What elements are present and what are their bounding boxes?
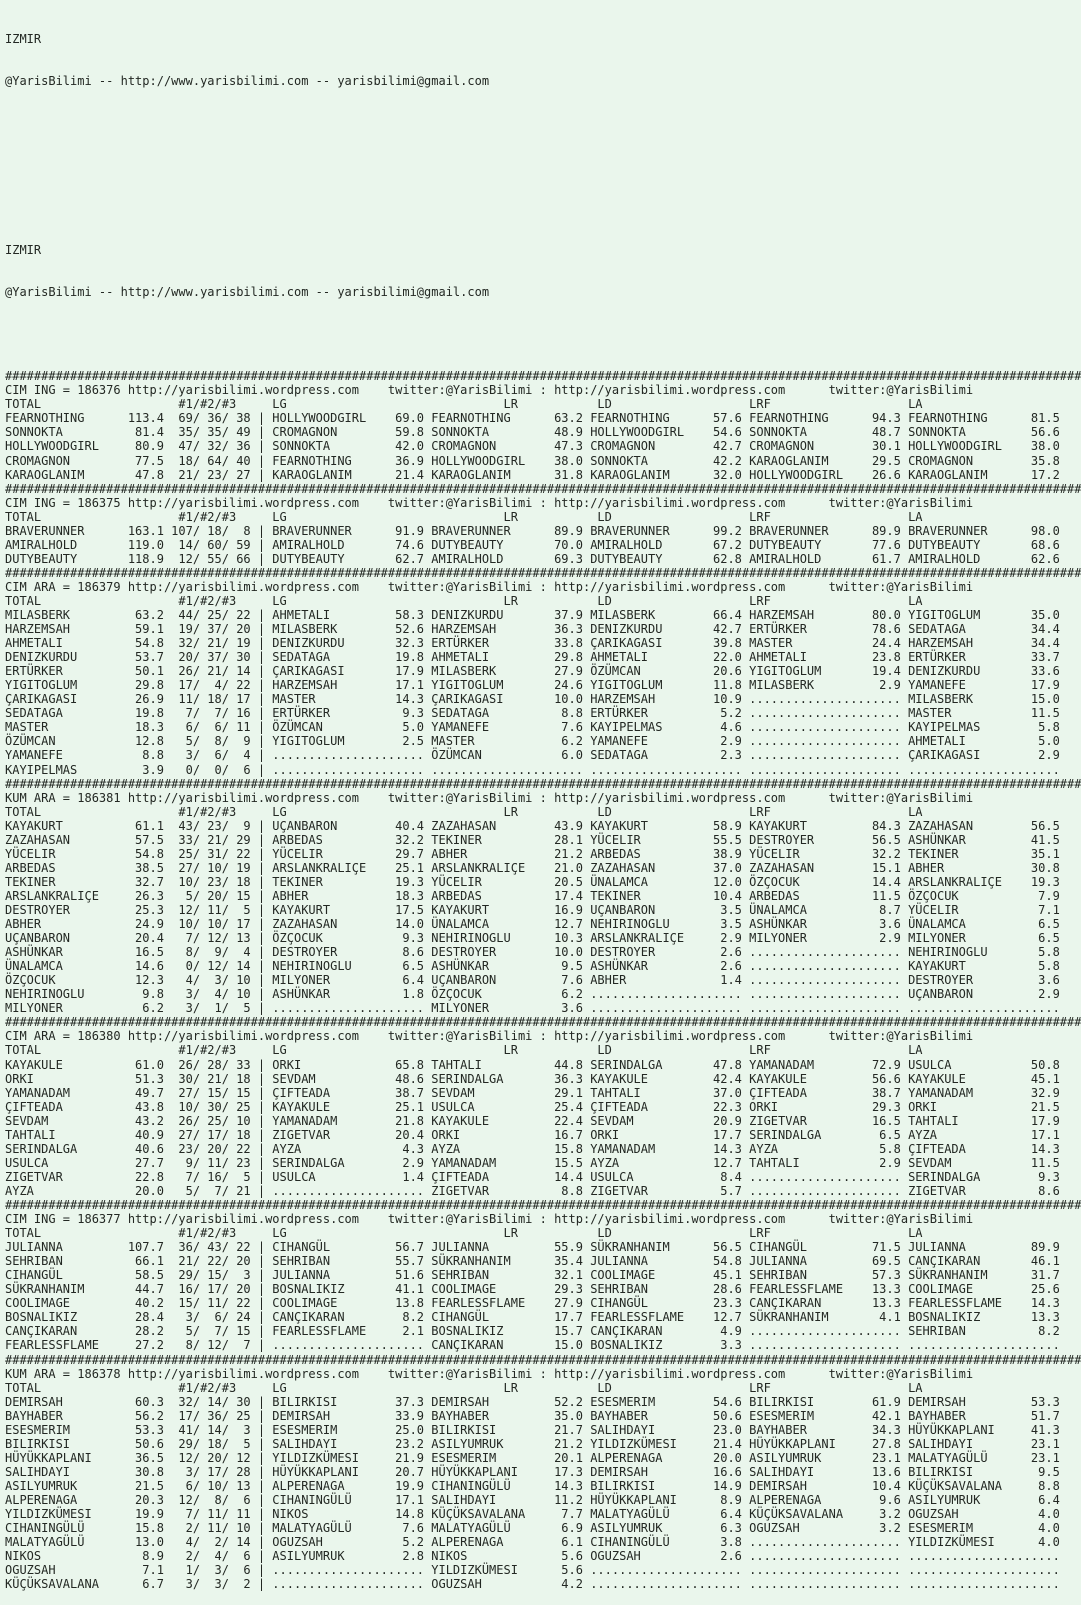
data-row: AHMETALI 54.8 32/ 21/ 19 | DENIZKURDU 32.3 ERTÜRKER 33.8 ÇARIKAGASI 39.8 MASTER 24.4 HARZEMSAH 34.4 [5, 636, 1060, 651]
tagline: @YarisBilimi -- http://www.yarisbilimi.com -- yarisbilimi@gmail.com [5, 74, 490, 89]
data-row: USULCA 27.7 9/ 11/ 23 | SERINDALGA 2.9 YAMANADAM 15.5 AYZA 12.7 TAHTALI 2.9 SEVDAM 11.5 [5, 1155, 1060, 1170]
data-row: FEARLESSFLAME 27.2 8/ 12/ 7 | ..................... CANÇIKARAN 15.0 BOSNALIKIZ 3.3 ..................... ..................... [5, 1338, 1060, 1353]
data-row: ESESMERIM 53.3 41/ 14/ 3 | ESESMERIM 25.0 BILIRKISI 21.7 SALIHDAYI 23.0 BAYHABER 34.3 HÜYÜKKAPLANI 41.3 [5, 1422, 1060, 1437]
data-row: SEVDAM 43.2 26/ 25/ 10 | YAMANADAM 21.8 KAYAKULE 22.4 SEVDAM 20.9 ZIGETVAR 16.5 TAHTALI 17.9 [5, 1113, 1060, 1128]
data-row: COOLIMAGE 40.2 15/ 11/ 22 | COOLIMAGE 13.8 FEARLESSFLAME 27.9 CIHANGÜL 23.3 CANÇIKARAN 13.3 FEARLESSFLAME 14.3 [5, 1296, 1060, 1311]
column-headers: TOTAL #1/#2/#3 LG LR LD LRF LA [5, 1226, 923, 1241]
data-row: SEDATAGA 19.8 7/ 7/ 16 | ERTÜRKER 9.3 SEDATAGA 8.8 ERTÜRKER 5.2 ..................... MASTER 11.5 [5, 706, 1060, 721]
data-row: BILIRKISI 50.6 29/ 18/ 5 | SALIHDAYI 23.2 ASILYUMRUK 21.2 YILDIZKÜMESI 21.4 HÜYÜKKAPLANI 27.8 SALIHDAYI 23.1 [5, 1436, 1060, 1451]
data-row: YIGITOGLUM 29.8 17/ 4/ 22 | HARZEMSAH 17.1 YIGITOGLUM 24.6 YIGITOGLUM 11.8 MILASBERK 2.9 YAMANEFE 17.9 [5, 678, 1060, 693]
data-row: ERTÜRKER 50.1 26/ 21/ 14 | ÇARIKAGASI 17.9 MILASBERK 27.9 ÖZÜMCAN 20.6 YIGITOGLUM 19.4 DENIZKURDU 33.6 [5, 664, 1060, 679]
data-row: ARSLANKRALIÇE 26.3 5/ 20/ 15 | ABHER 18.3 ARBEDAS 17.4 TEKINER 10.4 ARBEDAS 11.5 ÖZÇOCUK 7.9 [5, 888, 1060, 903]
section-separator: ##################################################################################################################################################### [5, 1015, 1081, 1030]
data-row: ZIGETVAR 22.8 7/ 16/ 5 | USULCA 1.4 ÇIFTEADA 14.4 USULCA 8.4 ..................... SERINDALGA 9.3 [5, 1169, 1060, 1184]
data-row: CROMAGNON 77.5 18/ 64/ 40 | FEARNOTHING 36.9 HOLLYWOODGIRL 38.0 SONNOKTA 42.2 KARAOGLANIM 29.5 CROMAGNON 35.8 [5, 453, 1060, 468]
data-row: BRAVERUNNER 163.1 107/ 18/ 8 | BRAVERUNNER 91.9 BRAVERUNNER 89.9 BRAVERUNNER 99.2 BRAVERUNNER 89.9 BRAVERUNNER 98.0 [5, 523, 1060, 538]
data-row: SERINDALGA 40.6 23/ 20/ 22 | AYZA 4.3 AYZA 15.8 YAMANADAM 14.3 AYZA 5.8 ÇIFTEADA 14.3 [5, 1141, 1060, 1156]
data-row: JULIANNA 107.7 36/ 43/ 22 | CIHANGÜL 56.7 JULIANNA 55.9 SÜKRANHANIM 56.5 CIHANGÜL 71.5 JULIANNA 89.9 [5, 1240, 1060, 1255]
data-row: SONNOKTA 81.4 35/ 35/ 49 | CROMAGNON 59.8 SONNOKTA 48.9 HOLLYWOODGIRL 54.6 SONNOKTA 48.7 SONNOKTA 56.6 [5, 425, 1060, 440]
data-row: AYZA 20.0 5/ 7/ 21 | ..................... ZIGETVAR 8.8 ZIGETVAR 5.7 ..................... ZIGETVAR 8.6 [5, 1183, 1060, 1198]
data-row: YAMANADAM 49.7 27/ 15/ 15 | ÇIFTEADA 38.7 SEVDAM 29.1 TAHTALI 37.0 ÇIFTEADA 38.7 YAMANADAM 32.9 [5, 1085, 1060, 1100]
section-header: KUM ARA = 186378 http://yarisbilimi.wordpress.com twitter:@YarisBilimi : http://yarisbilimi.wordpress.com twitter:@YarisBilimi [5, 1366, 974, 1381]
column-headers: TOTAL #1/#2/#3 LG LR LD LRF LA [5, 1380, 923, 1395]
section-separator: ##################################################################################################################################################### [5, 1197, 1081, 1212]
data-row: DENIZKURDU 53.7 20/ 37/ 30 | SEDATAGA 19.8 AHMETALI 29.8 AHMETALI 22.0 AHMETALI 23.8 ERTÜRKER 33.7 [5, 650, 1060, 665]
data-row: SEHRIBAN 66.1 21/ 22/ 20 | SEHRIBAN 55.7 SÜKRANHANIM 35.4 JULIANNA 54.8 JULIANNA 69.5 CANÇIKARAN 46.1 [5, 1254, 1060, 1269]
section-header: CIM ING = 186376 http://yarisbilimi.wordpress.com twitter:@YarisBilimi : http://yarisbilimi.wordpress.com twitter:@YarisBilimi [5, 383, 974, 398]
data-row: MILYONER 6.2 3/ 1/ 5 | ..................... MILYONER 3.6 ..................... ..................... ..................... [5, 1001, 1060, 1016]
data-row: ORKI 51.3 30/ 21/ 18 | SEVDAM 48.6 SERINDALGA 36.3 KAYAKULE 42.4 KAYAKULE 56.6 KAYAKULE 45.1 [5, 1071, 1060, 1086]
data-row: HOLLYWOODGIRL 80.9 47/ 32/ 36 | SONNOKTA 42.0 CROMAGNON 47.3 CROMAGNON 42.7 CROMAGNON 30.1 HOLLYWOODGIRL 38.0 [5, 439, 1060, 454]
data-row: OGUZSAH 7.1 1/ 3/ 6 | ..................... YILDIZKÜMESI 5.6 ..................... ..................... ..................... [5, 1563, 1060, 1578]
section-separator: ##################################################################################################################################################### [5, 565, 1081, 580]
data-row: UÇANBARON 20.4 7/ 12/ 13 | ÖZÇOCUK 9.3 NEHIRINOGLU 10.3 ARSLANKRALIÇE 2.9 MILYONER 2.9 MILYONER 6.5 [5, 931, 1060, 946]
data-row: ASILYUMRUK 21.5 6/ 10/ 13 | ALPERENAGA 19.9 CIHANINGÜLÜ 14.3 BILIRKISI 14.9 DEMIRSAH 10.4 KÜÇÜKSAVALANA 8.8 [5, 1478, 1060, 1493]
data-row: TEKINER 32.7 10/ 23/ 18 | TEKINER 19.3 YÜCELIR 20.5 ÜNALAMCA 12.0 ÖZÇOCUK 14.4 ARSLANKRALIÇE 19.3 [5, 874, 1060, 889]
city-title: IZMIR [5, 32, 42, 47]
data-row: KÜÇÜKSAVALANA 6.7 3/ 3/ 2 | ..................... OGUZSAH 4.2 ..................... ..................... ..................... [5, 1577, 1060, 1592]
data-row: ÇARIKAGASI 26.9 11/ 18/ 17 | MASTER 14.3 ÇARIKAGASI 10.0 HARZEMSAH 10.9 ..................... MILASBERK 15.0 [5, 692, 1060, 707]
data-row: NIKOS 8.9 2/ 4/ 6 | ASILYUMRUK 2.8 NIKOS 5.6 OGUZSAH 2.6 ..................... ..................... [5, 1549, 1060, 1564]
data-row: ABHER 24.9 10/ 10/ 17 | ZAZAHASAN 14.0 ÜNALAMCA 12.7 NEHIRINOGLU 3.5 ASHÜNKAR 3.6 ÜNALAMCA 6.5 [5, 917, 1060, 932]
section-separator: ##################################################################################################################################################### [5, 1352, 1081, 1367]
data-row: CANÇIKARAN 28.2 5/ 7/ 15 | FEARLESSFLAME 2.1 BOSNALIKIZ 15.7 CANÇIKARAN 4.9 ..................... SEHRIBAN 8.2 [5, 1324, 1060, 1339]
tagline-repeat: @YarisBilimi -- http://www.yarisbilimi.com -- yarisbilimi@gmail.com [5, 284, 490, 299]
data-row: KAYAKURT 61.1 43/ 23/ 9 | UÇANBARON 40.4 ZAZAHASAN 43.9 KAYAKURT 58.9 KAYAKURT 84.3 ZAZAHASAN 56.5 [5, 818, 1060, 833]
data-row: YAMANEFE 8.8 3/ 6/ 4 | ..................... ÖZÜMCAN 6.0 SEDATAGA 2.3 ..................... ÇARIKAGASI 2.9 [5, 748, 1060, 763]
section-header: CIM ARA = 186379 http://yarisbilimi.wordpress.com twitter:@YarisBilimi : http://yarisbilimi.wordpress.com twitter:@YarisBilimi [5, 579, 974, 594]
data-row: ÜNALAMCA 14.6 0/ 12/ 14 | NEHIRINOGLU 6.5 ASHÜNKAR 9.5 ASHÜNKAR 2.6 ..................... KAYAKURT 5.8 [5, 959, 1060, 974]
data-row: NEHIRINOGLU 9.8 3/ 4/ 10 | ASHÜNKAR 1.8 ÖZÇOCUK 6.2 ..................... ..................... UÇANBARON 2.9 [5, 987, 1060, 1002]
data-row: BAYHABER 56.2 17/ 36/ 25 | DEMIRSAH 33.9 BAYHABER 35.0 BAYHABER 50.6 ESESMERIM 42.1 BAYHABER 51.7 [5, 1408, 1060, 1423]
data-row: CIHANINGÜLÜ 15.8 2/ 11/ 10 | MALATYAGÜLÜ 7.6 MALATYAGÜLÜ 6.9 ASILYUMRUK 6.3 OGUZSAH 3.2 ESESMERIM 4.0 [5, 1521, 1060, 1536]
section-header: CIM ARA = 186380 http://yarisbilimi.wordpress.com twitter:@YarisBilimi : http://yarisbilimi.wordpress.com twitter:@YarisBilimi [5, 1029, 974, 1044]
data-row: HÜYÜKKAPLANI 36.5 12/ 20/ 12 | YILDIZKÜMESI 21.9 ESESMERIM 20.1 ALPERENAGA 20.0 ASILYUMRUK 23.1 MALATYAGÜLÜ 23.1 [5, 1450, 1060, 1465]
blank-line [5, 327, 1080, 341]
data-row: CIHANGÜL 58.5 29/ 15/ 3 | JULIANNA 51.6 SEHRIBAN 32.1 COOLIMAGE 45.1 SEHRIBAN 57.3 SÜKRANHANIM 31.7 [5, 1268, 1060, 1283]
data-row: ÇIFTEADA 43.8 10/ 30/ 25 | KAYAKULE 25.1 USULCA 25.4 ÇIFTEADA 22.3 ORKI 29.3 ORKI 21.5 [5, 1099, 1060, 1114]
section-header: CIM ING = 186375 http://yarisbilimi.wordpress.com twitter:@YarisBilimi : http://yarisbilimi.wordpress.com twitter:@YarisBilimi [5, 495, 974, 510]
data-row: MILASBERK 63.2 44/ 25/ 22 | AHMETALI 58.3 DENIZKURDU 37.9 MILASBERK 66.4 HARZEMSAH 80.0 YIGITOGLUM 35.0 [5, 608, 1060, 623]
data-row: ÖZÇOCUK 12.3 4/ 3/ 10 | MILYONER 6.4 UÇANBARON 7.6 ABHER 1.4 ..................... DESTROYER 3.6 [5, 973, 1060, 988]
blank-line [5, 201, 1080, 215]
data-row: DEMIRSAH 60.3 32/ 14/ 30 | BILIRKISI 37.3 DEMIRSAH 52.2 ESESMERIM 54.6 BILIRKISI 61.9 DEMIRSAH 53.3 [5, 1394, 1060, 1409]
blank-line [5, 159, 1080, 173]
section-header: KUM ARA = 186381 http://yarisbilimi.wordpress.com twitter:@YarisBilimi : http://yarisbilimi.wordpress.com twitter:@YarisBilimi [5, 790, 974, 805]
data-row: FEARNOTHING 113.4 69/ 36/ 38 | HOLLYWOODGIRL 69.0 FEARNOTHING 63.2 FEARNOTHING 57.6 FEARNOTHING 94.3 FEARNOTHING 81.5 [5, 411, 1060, 426]
column-headers: TOTAL #1/#2/#3 LG LR LD LRF LA [5, 593, 923, 608]
section-header: CIM ING = 186377 http://yarisbilimi.wordpress.com twitter:@YarisBilimi : http://yarisbilimi.wordpress.com twitter:@YarisBilimi [5, 1212, 974, 1227]
data-row: DESTROYER 25.3 12/ 11/ 5 | KAYAKURT 17.5 KAYAKURT 16.9 UÇANBARON 3.5 ÜNALAMCA 8.7 YÜCELIR 7.1 [5, 903, 1060, 917]
data-row: SÜKRANHANIM 44.7 16/ 17/ 20 | BOSNALIKIZ 41.1 COOLIMAGE 29.3 SEHRIBAN 28.6 FEARLESSFLAME 13.3 COOLIMAGE 25.6 [5, 1282, 1060, 1297]
column-headers: TOTAL #1/#2/#3 LG LR LD LRF LA [5, 1043, 923, 1058]
data-row: ASHÜNKAR 16.5 8/ 9/ 4 | DESTROYER 8.6 DESTROYER 10.0 DESTROYER 2.6 ..................... NEHIRINOGLU 5.8 [5, 945, 1060, 960]
column-headers: TOTAL #1/#2/#3 LG LR LD LRF LA [5, 804, 923, 819]
data-row: HARZEMSAH 59.1 19/ 37/ 20 | MILASBERK 52.6 HARZEMSAH 36.3 DENIZKURDU 42.7 ERTÜRKER 78.6 SEDATAGA 34.4 [5, 622, 1060, 637]
data-row: AMIRALHOLD 119.0 14/ 60/ 59 | AMIRALHOLD 74.6 DUTYBEAUTY 70.0 AMIRALHOLD 67.2 DUTYBEAUTY 77.6 DUTYBEAUTY 68.6 [5, 537, 1060, 552]
data-row: KARAOGLANIM 47.8 21/ 23/ 27 | KARAOGLANIM 21.4 KARAOGLANIM 31.8 KARAOGLANIM 32.0 HOLLYWOODGIRL 26.6 KARAOGLANIM 17.2 [5, 467, 1060, 482]
section-separator: ##################################################################################################################################################### [5, 776, 1081, 791]
data-row: DUTYBEAUTY 118.9 12/ 55/ 66 | DUTYBEAUTY 62.7 AMIRALHOLD 69.3 DUTYBEAUTY 62.8 AMIRALHOLD 61.7 AMIRALHOLD 62.6 [5, 551, 1060, 566]
data-row: SALIHDAYI 30.8 3/ 17/ 28 | HÜYÜKKAPLANI 20.7 HÜYÜKKAPLANI 17.3 DEMIRSAH 16.6 SALIHDAYI 13.6 BILIRKISI 9.5 [5, 1464, 1060, 1479]
data-row: ALPERENAGA 20.3 12/ 8/ 6 | CIHANINGÜLÜ 17.1 SALIHDAYI 11.2 HÜYÜKKAPLANI 8.9 ALPERENAGA 9.6 ASILYUMRUK 6.4 [5, 1492, 1060, 1507]
section-separator: ##################################################################################################################################################### [5, 481, 1081, 496]
city-title-repeat: IZMIR [5, 242, 42, 257]
data-row: BOSNALIKIZ 28.4 3/ 6/ 24 | CANÇIKARAN 8.2 CIHANGÜL 17.7 FEARLESSFLAME 12.7 SÜKRANHANIM 4.1 BOSNALIKIZ 13.3 [5, 1310, 1060, 1325]
column-headers: TOTAL #1/#2/#3 LG LR LD LRF LA [5, 509, 923, 524]
data-row: YILDIZKÜMESI 19.9 7/ 11/ 11 | NIKOS 14.8 KÜÇÜKSAVALANA 7.7 MALATYAGÜLÜ 6.4 KÜÇÜKSAVALANA 3.2 OGUZSAH 4.0 [5, 1507, 1060, 1522]
data-row: KAYIPELMAS 3.9 0/ 0/ 6 | ..................... ..................... ..................... ..................... ..................... [5, 762, 1060, 777]
data-row: MALATYAGÜLÜ 13.0 4/ 2/ 14 | OGUZSAH 5.2 ALPERENAGA 6.1 CIHANINGÜLÜ 3.8 ..................... YILDIZKÜMESI 4.0 [5, 1535, 1060, 1550]
data-row: MASTER 18.3 6/ 6/ 11 | ÖZÜMCAN 5.0 YAMANEFE 7.6 KAYIPELMAS 4.6 ..................... KAYIPELMAS 5.8 [5, 720, 1060, 735]
data-row: TAHTALI 40.9 27/ 17/ 18 | ZIGETVAR 20.4 ORKI 16.7 ORKI 17.7 SERINDALGA 6.5 AYZA 17.1 [5, 1127, 1060, 1142]
data-row: KAYAKULE 61.0 26/ 28/ 33 | ORKI 65.8 TAHTALI 44.8 SERINDALGA 47.8 YAMANADAM 72.9 USULCA 50.8 [5, 1057, 1060, 1072]
data-row: YÜCELIR 54.8 25/ 31/ 22 | YÜCELIR 29.7 ABHER 21.2 ARBEDAS 38.9 YÜCELIR 32.2 TEKINER 35.1 [5, 846, 1060, 861]
data-row: ARBEDAS 38.5 27/ 10/ 19 | ARSLANKRALIÇE 25.1 ARSLANKRALIÇE 21.0 ZAZAHASAN 37.0 ZAZAHASAN 15.1 ABHER 30.8 [5, 860, 1060, 875]
section-separator: ##################################################################################################################################################### [5, 369, 1081, 384]
data-row: ÖZÜMCAN 12.8 5/ 8/ 9 | YIGITOGLUM 2.5 MASTER 6.2 YAMANEFE 2.9 ..................... AHMETALI 5.0 [5, 734, 1060, 749]
report-body [5, 369, 1080, 1591]
blank-line [5, 116, 1080, 130]
column-headers: TOTAL #1/#2/#3 LG LR LD LRF LA [5, 397, 923, 412]
data-row: ZAZAHASAN 57.5 33/ 21/ 29 | ARBEDAS 32.2 TEKINER 28.1 YÜCELIR 55.5 DESTROYER 56.5 ASHÜNKAR 41.5 [5, 832, 1060, 847]
